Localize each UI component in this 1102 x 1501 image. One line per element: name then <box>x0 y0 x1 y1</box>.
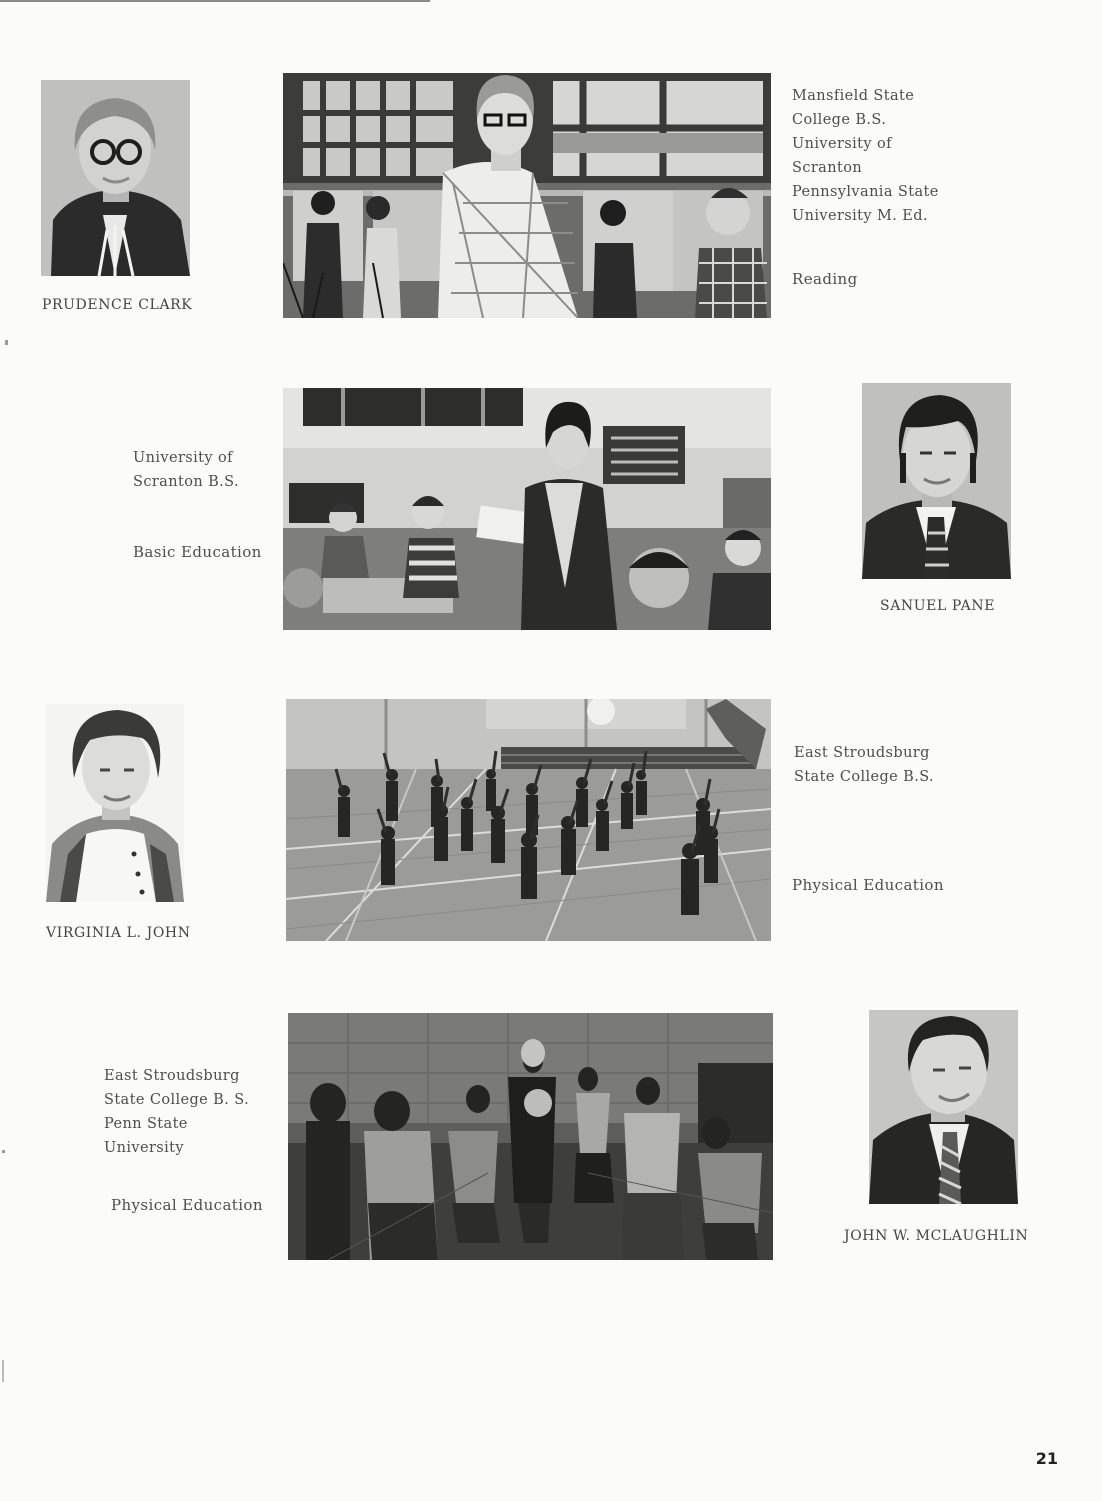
teacher-subject: Physical Education <box>792 876 944 894</box>
page-number: 21 <box>1035 1449 1058 1468</box>
degree-line: Mansfield State <box>792 88 915 104</box>
teacher-subject: Basic Education <box>133 543 262 561</box>
degree-line: State College B. S. <box>104 1092 250 1108</box>
degree-line: East Stroudsburg <box>794 745 930 761</box>
degree-line: Scranton B.S. <box>133 474 239 490</box>
degree-line: University of <box>133 450 233 466</box>
teacher-name: PRUDENCE CLARK <box>42 297 193 313</box>
teacher-degrees <box>133 446 239 494</box>
teacher-name: JOHN W. MCLAUGHLIN <box>844 1228 1029 1244</box>
portrait-photo-prudence-clark <box>41 80 190 276</box>
degree-line: State College B.S. <box>794 769 935 785</box>
portrait-photo-sanuel-pane <box>862 383 1011 579</box>
degree-line: Pennsylvania State <box>792 184 939 200</box>
portrait-photo-virginia-john <box>46 704 184 902</box>
scan-speck <box>2 1150 5 1153</box>
scan-speck <box>5 340 8 345</box>
degree-line: University <box>104 1140 184 1156</box>
scan-speck <box>2 1360 4 1382</box>
classroom-photo-basic-education <box>283 388 771 630</box>
portrait-photo-john-mclaughlin <box>869 1010 1018 1204</box>
teacher-degrees <box>792 84 939 228</box>
degree-line: East Stroudsburg <box>104 1068 240 1084</box>
teacher-name: SANUEL PANE <box>880 598 996 614</box>
teacher-degrees <box>104 1064 249 1160</box>
degree-line: University M. Ed. <box>792 208 928 224</box>
teacher-subject: Reading <box>792 270 858 288</box>
degree-line: University of <box>792 136 892 152</box>
degree-line: Scranton <box>792 160 863 176</box>
classroom-photo-reading-lab <box>283 73 771 318</box>
degree-line: College B.S. <box>792 112 887 128</box>
gym-photo-exercise-class <box>286 699 771 941</box>
teacher-degrees <box>794 741 934 789</box>
degree-line: Penn State <box>104 1116 188 1132</box>
teacher-name: VIRGINIA L. JOHN <box>46 925 191 941</box>
page-top-rule <box>0 0 430 2</box>
gym-photo-basketball-class <box>288 1013 773 1260</box>
teacher-subject: Physical Education <box>111 1196 263 1214</box>
